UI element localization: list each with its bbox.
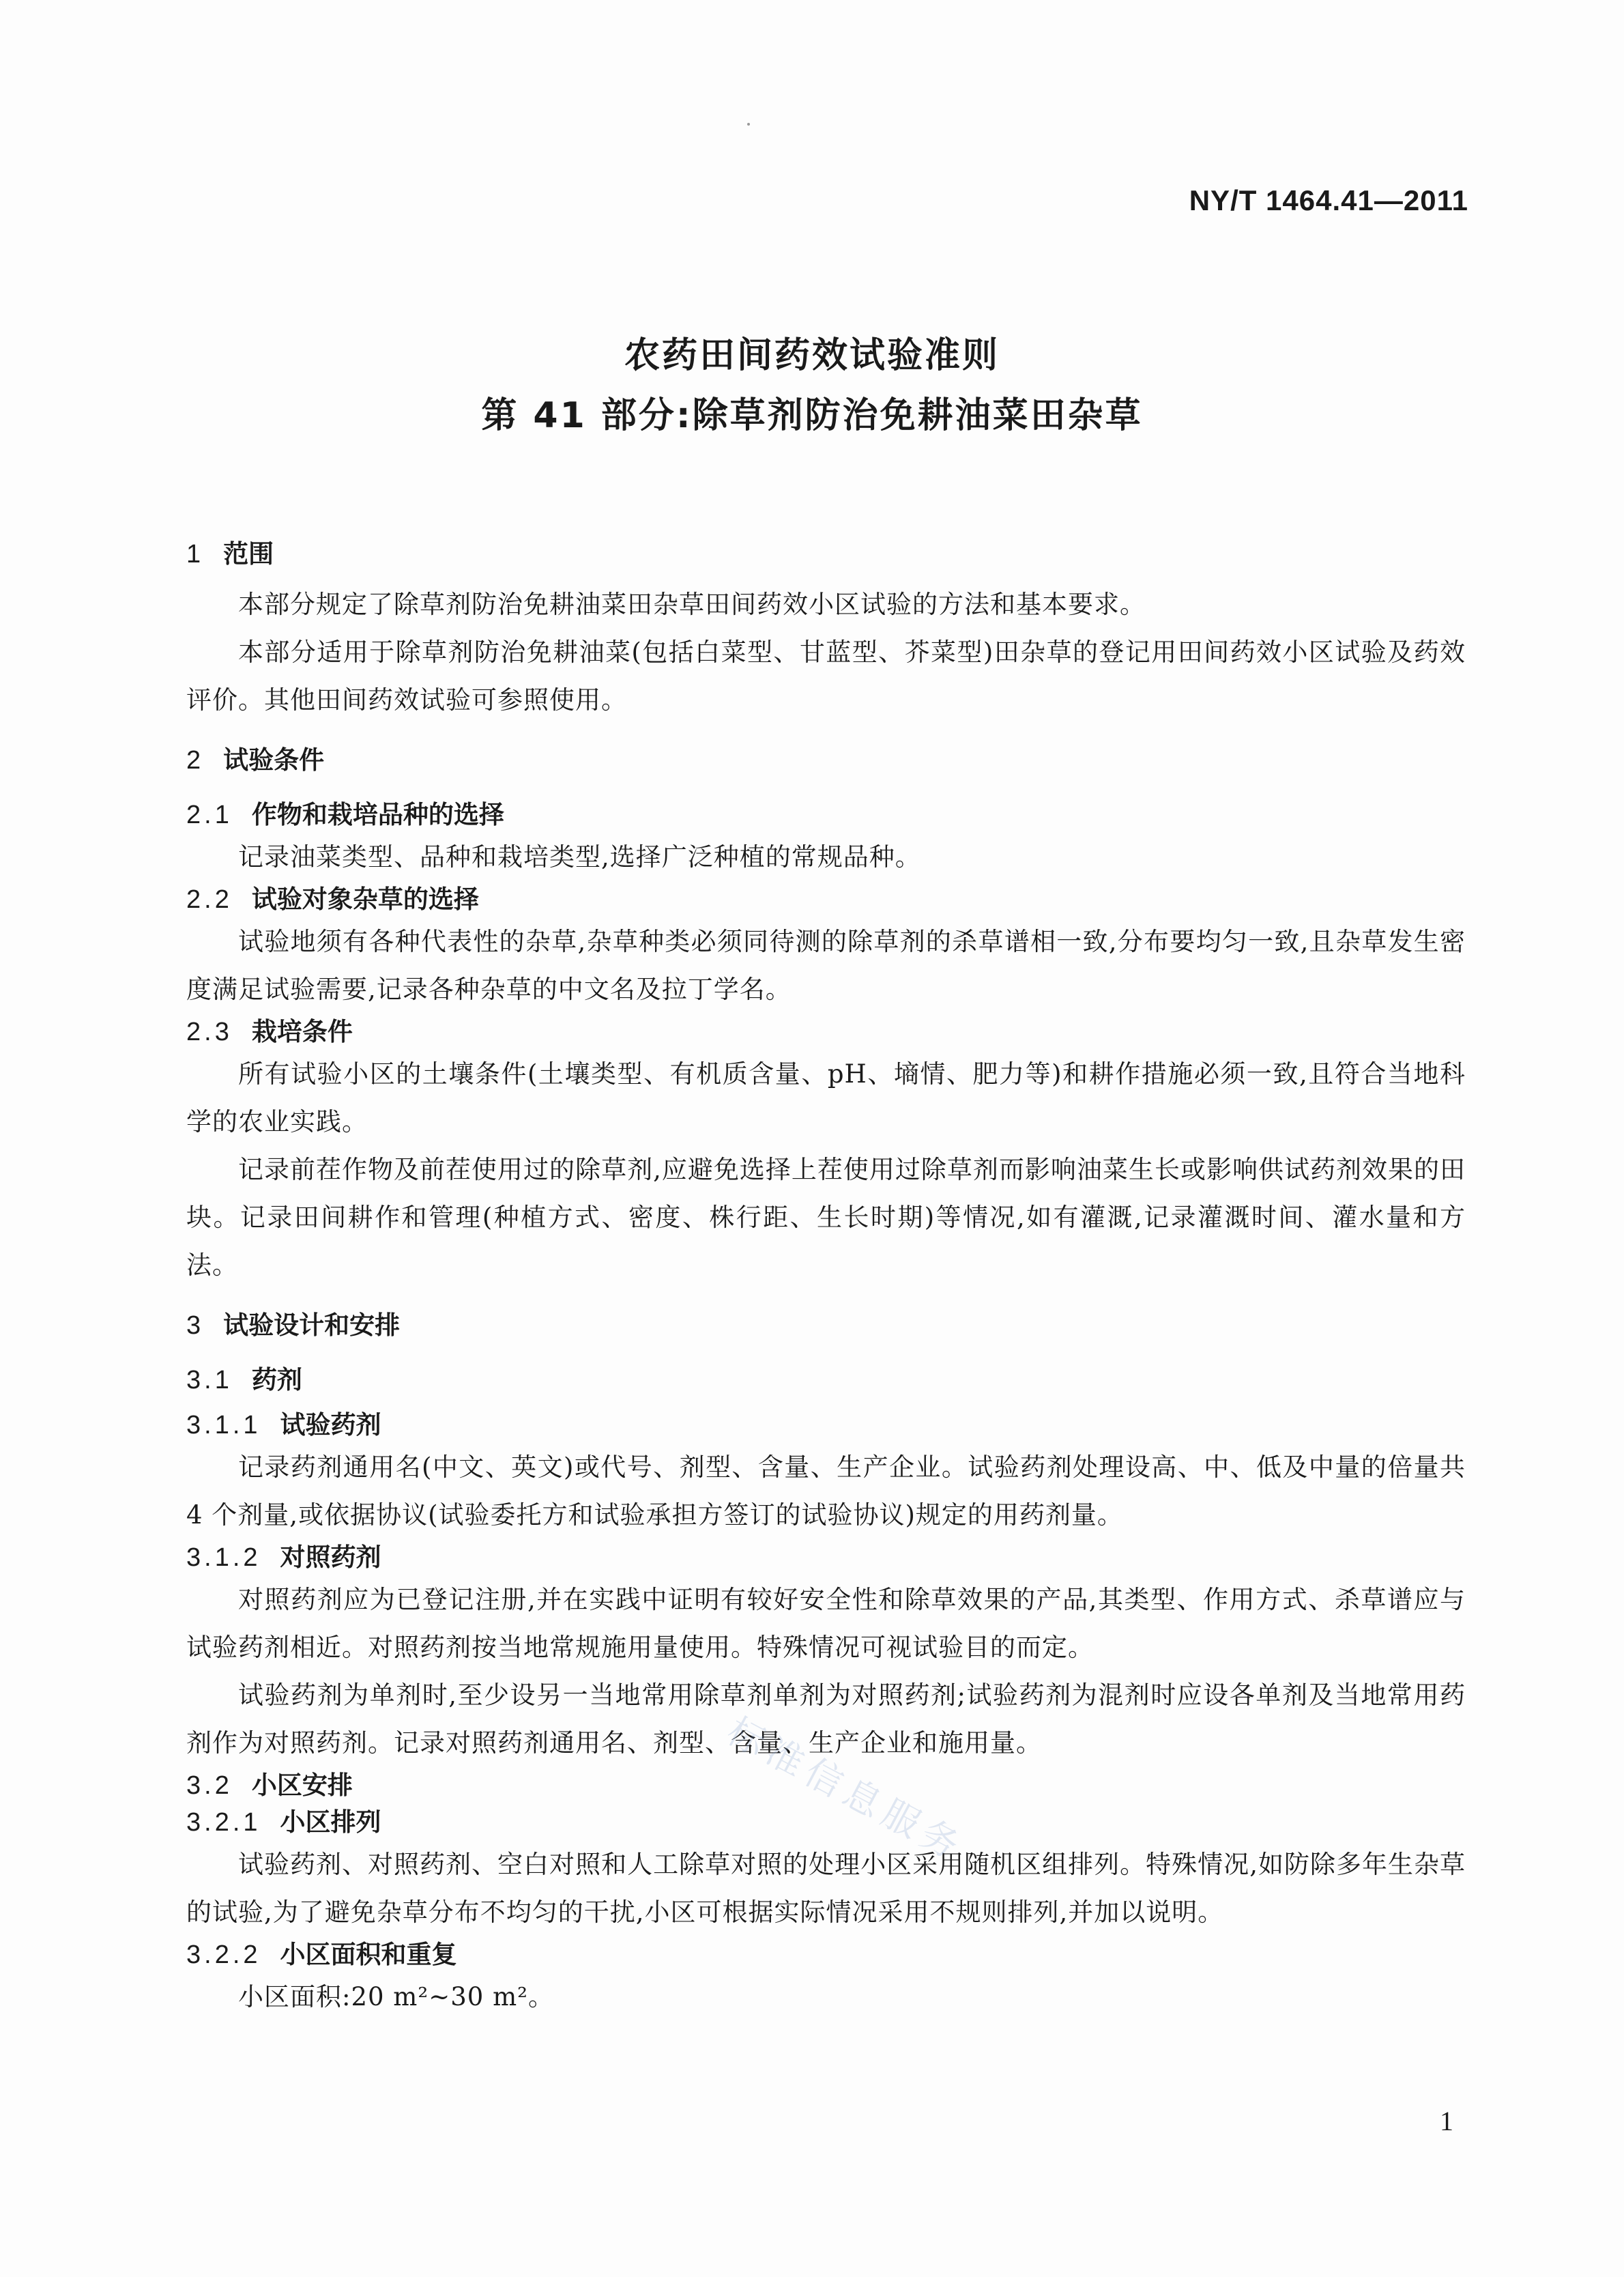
paragraph: 记录油菜类型、品种和栽培类型,选择广泛种植的常规品种。	[238, 842, 921, 872]
paragraph: 试验药剂、对照药剂、空白对照和人工除草对照的处理小区采用随机区组排列。特殊情况,如防除多年生杂草的试验,为了避免杂草分布不均匀的干扰,小区可根据实际情况采用不规则排列,并加以说明。	[186, 1850, 1466, 1927]
paragraph: 本部分规定了除草剂防治免耕油菜田杂草田间药效小区试验的方法和基本要求。	[238, 590, 1146, 619]
section-heading-3-1	[186, 1362, 1466, 1399]
section-title: 小区面积和重复	[280, 1940, 457, 1969]
section-number: 3.1.2	[186, 1543, 261, 1572]
document-title-line2: 第 41 部分:除草剂防治免耕油菜田杂草	[481, 395, 1143, 436]
section-heading-2-1	[186, 797, 1466, 833]
section-number: 1	[186, 540, 205, 569]
page-number: 1	[1440, 2106, 1453, 2136]
section-title: 对照药剂	[280, 1543, 381, 1572]
document-title-line1: 农药田间药效试验准则	[624, 335, 1000, 376]
section-title: 试验对象杂草的选择	[251, 885, 479, 914]
section-title: 栽培条件	[251, 1017, 353, 1046]
section-title: 试验条件	[223, 745, 325, 775]
section-heading-3-1-1	[186, 1407, 1466, 1444]
section-number: 3.2.1	[186, 1808, 261, 1837]
paragraph: 试验地须有各种代表性的杂草,杂草种类必须同待测的除草剂的杀草谱相一致,分布要均匀一致,且杂草发生密度满足试验需要,记录各种杂草的中文名及拉丁学名。	[186, 927, 1466, 1004]
standard-code: NY/T 1464.41—2011	[1189, 184, 1468, 216]
section-number: 3.1	[186, 1366, 233, 1394]
paragraph: 小区面积:20 m²~30 m²。	[238, 1982, 554, 2011]
paragraph: 对照药剂应为已登记注册,并在实践中证明有较好安全性和除草效果的产品,其类型、作用方式、杀草谱应与试验药剂相近。对照药剂按当地常规施用量使用。特殊情况可视试验目的而定。	[186, 1585, 1466, 1662]
section-title: 作物和栽培品种的选择	[251, 800, 504, 829]
section-number: 3.2	[186, 1771, 233, 1800]
section-heading-2	[186, 742, 1466, 779]
section-title: 范围	[223, 539, 274, 569]
section-heading-3-2-1	[186, 1804, 1466, 1841]
section-title: 小区排列	[280, 1807, 381, 1837]
paragraph: 记录药剂通用名(中文、英文)或代号、剂型、含量、生产企业。试验药剂处理设高、中、低及中量的倍量共 4 个剂量,或依据协议(试验委托方和试验承担方签订的试验协议)规定的用药剂量。	[186, 1452, 1466, 1530]
section-heading-3-1-2	[186, 1539, 1466, 1576]
scan-speck	[747, 123, 750, 126]
section-title: 试验药剂	[280, 1410, 381, 1440]
section-title: 试验设计和安排	[223, 1311, 401, 1340]
paragraph: 试验药剂为单剂时,至少设另一当地常用除草剂单剂为对照药剂;试验药剂为混剂时应设各单剂及当地常用药剂作为对照药剂。记录对照药剂通用名、剂型、含量、生产企业和施用量。	[186, 1680, 1466, 1758]
section-number: 3.1.1	[186, 1411, 261, 1440]
section-number: 3.2.2	[186, 1941, 261, 1969]
paragraph: 所有试验小区的土壤条件(土壤类型、有机质含量、pH、墒情、肥力等)和耕作措施必须一致,且符合当地科学的农业实践。	[186, 1059, 1466, 1136]
section-number: 2	[186, 746, 205, 775]
section-heading-2-3	[186, 1014, 1466, 1050]
paragraph: 本部分适用于除草剂防治免耕油菜(包括白菜型、甘蓝型、芥菜型)田杂草的登记用田间药效小区试验及药效评价。其他田间药效试验可参照使用。	[186, 638, 1466, 715]
section-heading-3	[186, 1307, 1466, 1344]
section-heading-1	[186, 536, 1466, 573]
paragraph: 记录前茬作物及前茬使用过的除草剂,应避免选择上茬使用过除草剂而影响油菜生长或影响供试药剂效果的田块。记录田间耕作和管理(种植方式、密度、株行距、生长时期)等情况,如有灌溉,记录灌溉时间、灌水量和方法。	[186, 1155, 1466, 1280]
section-number: 2.2	[186, 885, 233, 914]
section-title: 药剂	[251, 1365, 302, 1394]
watermark-stamp: 标准信息服务	[720, 1709, 972, 1870]
section-heading-2-2	[186, 881, 1466, 918]
section-number: 2.1	[186, 801, 233, 829]
section-number: 3	[186, 1311, 205, 1340]
section-heading-3-2-2	[186, 1936, 1466, 1973]
section-number: 2.3	[186, 1018, 233, 1046]
section-title: 小区安排	[251, 1771, 353, 1800]
